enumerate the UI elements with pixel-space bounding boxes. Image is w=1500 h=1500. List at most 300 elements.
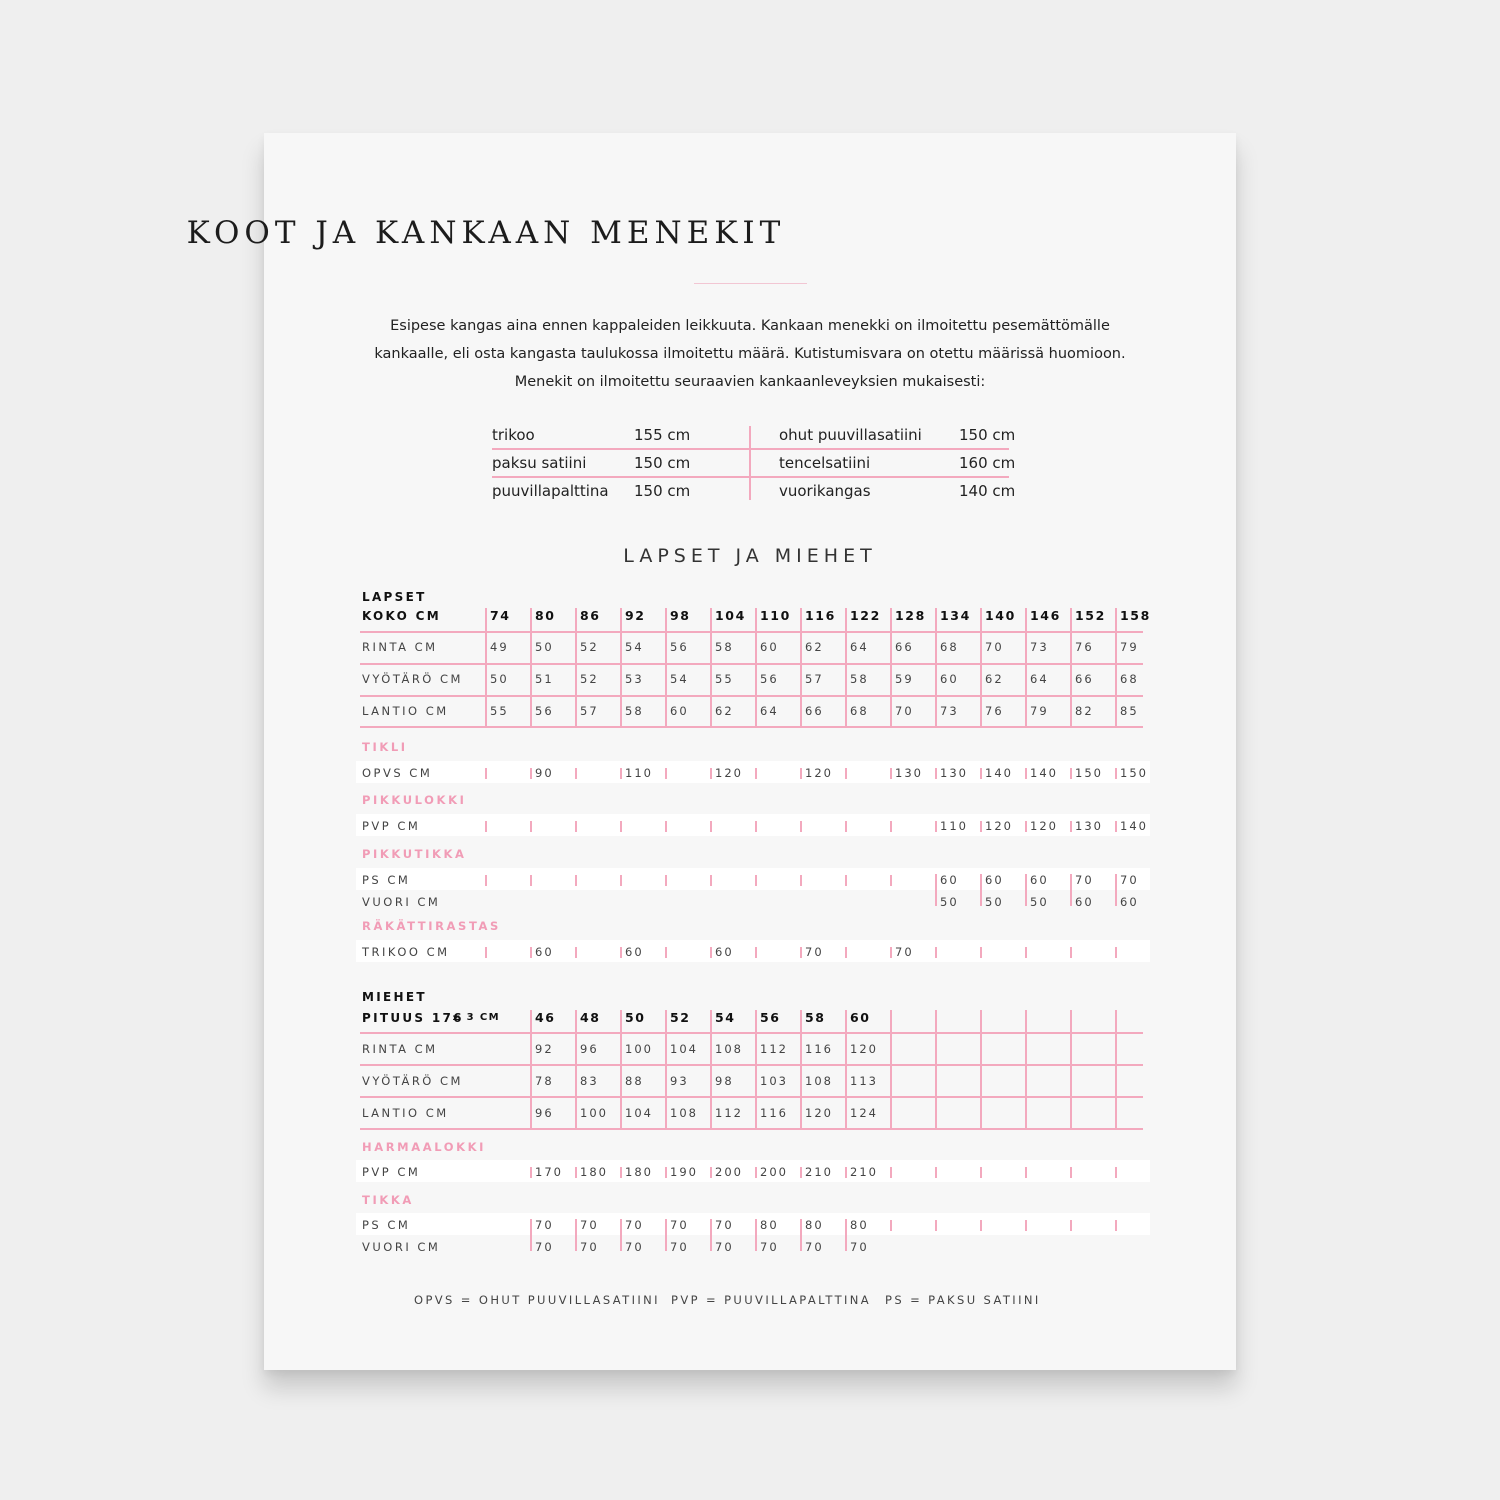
- measure-value: 92: [535, 1042, 554, 1056]
- measure-value: 60: [985, 873, 1004, 887]
- size-header-label: KOKO CM: [362, 609, 441, 623]
- grid-line: [755, 608, 757, 726]
- measure-value: 70: [895, 945, 914, 959]
- grid-tick: [665, 947, 667, 958]
- size-header: 50: [625, 1010, 646, 1025]
- grid-line: [360, 1128, 1143, 1130]
- grid-tick: [530, 1167, 532, 1178]
- grid-line: [1025, 1010, 1027, 1128]
- grid-tick: [485, 875, 487, 886]
- measure-value: 130: [1075, 819, 1103, 833]
- measure-value: 80: [760, 1218, 779, 1232]
- size-header: 98: [670, 608, 691, 623]
- measure-label: VYÖTÄRÖ CM: [362, 672, 463, 686]
- measure-value: 124: [850, 1106, 878, 1120]
- size-header: 54: [715, 1010, 736, 1025]
- grid-tick: [890, 768, 892, 779]
- measure-value: 70: [805, 1240, 824, 1254]
- grid-tick: [620, 768, 622, 779]
- grid-tick: [1070, 1167, 1072, 1178]
- grid-tick: [1025, 821, 1027, 832]
- size-header: 74: [490, 608, 511, 623]
- grid-tick: [755, 1219, 757, 1251]
- grid-tick: [845, 1219, 847, 1251]
- measure-value: 60: [1075, 895, 1094, 909]
- grid-tick: [890, 821, 892, 832]
- measure-value: 70: [580, 1218, 599, 1232]
- measure-value: 100: [580, 1106, 608, 1120]
- measure-value: 150: [1075, 766, 1103, 780]
- grid-tick: [800, 821, 802, 832]
- measure-value: 64: [760, 704, 779, 718]
- measure-value: 70: [670, 1240, 689, 1254]
- grid-tick: [620, 875, 622, 886]
- measure-value: 50: [535, 640, 554, 654]
- pattern-name: HARMAALOKKI: [362, 1140, 487, 1154]
- grid-line: [530, 608, 532, 726]
- measure-value: 96: [535, 1106, 554, 1120]
- measure-value: 53: [625, 672, 644, 686]
- grid-tick: [1070, 821, 1072, 832]
- grid-tick: [1025, 1220, 1027, 1231]
- measure-value: 85: [1120, 704, 1139, 718]
- grid-tick: [755, 1167, 757, 1178]
- measure-value: 59: [895, 672, 914, 686]
- grid-tick: [845, 875, 847, 886]
- grid-tick: [935, 821, 937, 832]
- measure-value: 70: [1120, 873, 1139, 887]
- measure-value: 120: [985, 819, 1013, 833]
- measure-value: 57: [580, 704, 599, 718]
- grid-tick: [575, 1219, 577, 1251]
- measure-value: 200: [715, 1165, 743, 1179]
- measure-value: 50: [985, 895, 1004, 909]
- measure-value: 64: [1030, 672, 1049, 686]
- grid-line: [890, 1010, 892, 1128]
- grid-tick: [890, 947, 892, 958]
- grid-line: [665, 1010, 667, 1128]
- measure-value: 70: [670, 1218, 689, 1232]
- grid-tick: [485, 768, 487, 779]
- grid-tick: [800, 875, 802, 886]
- grid-tick: [890, 875, 892, 886]
- intro-line: kankaalle, eli osta kangasta taulukossa ilmoitettu määrä. Kutistumisvara on otettu määrissä huomioon.: [374, 346, 1126, 362]
- measure-label: PVP CM: [362, 1165, 421, 1179]
- grid-tick: [935, 874, 937, 906]
- legend-item: PS = PAKSU SATIINI: [885, 1293, 1041, 1307]
- size-header: 134: [940, 608, 971, 623]
- grid-tick: [530, 1219, 532, 1251]
- grid-line: [620, 1010, 622, 1128]
- size-header-tolerance: ± 3 CM: [452, 1012, 500, 1023]
- size-header: 128: [895, 608, 926, 623]
- title-divider: [694, 283, 807, 284]
- grid-tick: [530, 875, 532, 886]
- grid-tick: [710, 1167, 712, 1178]
- grid-tick: [710, 821, 712, 832]
- grid-tick: [1070, 768, 1072, 779]
- measure-value: 56: [670, 640, 689, 654]
- measure-value: 200: [760, 1165, 788, 1179]
- measure-value: 210: [805, 1165, 833, 1179]
- grid-tick: [1115, 1220, 1117, 1231]
- measure-value: 50: [1030, 895, 1049, 909]
- measure-value: 180: [580, 1165, 608, 1179]
- table-group-label: LAPSET: [362, 590, 427, 604]
- grid-tick: [755, 875, 757, 886]
- measure-label: TRIKOO CM: [362, 945, 450, 959]
- fabric-name: vuorikangas: [779, 482, 871, 500]
- measure-value: 116: [805, 1042, 833, 1056]
- measure-value: 50: [940, 895, 959, 909]
- measure-value: 68: [940, 640, 959, 654]
- size-header: 52: [670, 1010, 691, 1025]
- measure-value: 70: [715, 1218, 734, 1232]
- grid-tick: [755, 768, 757, 779]
- measure-value: 58: [850, 672, 869, 686]
- measure-value: 98: [715, 1074, 734, 1088]
- grid-line: [485, 608, 487, 726]
- table-divider: [749, 426, 751, 500]
- row-band: [356, 940, 1150, 962]
- measure-value: 108: [805, 1074, 833, 1088]
- measure-value: 70: [850, 1240, 869, 1254]
- measure-value: 70: [580, 1240, 599, 1254]
- grid-tick: [665, 821, 667, 832]
- measure-value: 88: [625, 1074, 644, 1088]
- grid-line: [620, 608, 622, 726]
- section-title: LAPSET JA MIEHET: [623, 545, 877, 567]
- measure-value: 103: [760, 1074, 788, 1088]
- measure-value: 83: [580, 1074, 599, 1088]
- measure-value: 66: [1075, 672, 1094, 686]
- grid-line: [845, 608, 847, 726]
- measure-value: 120: [805, 1106, 833, 1120]
- measure-value: 60: [625, 945, 644, 959]
- measure-label: LANTIO CM: [362, 1106, 449, 1120]
- grid-tick: [800, 1219, 802, 1251]
- grid-tick: [980, 1167, 982, 1178]
- fabric-name: puuvillapalttina: [492, 482, 609, 500]
- grid-tick: [620, 947, 622, 958]
- size-header: 58: [805, 1010, 826, 1025]
- size-header: 92: [625, 608, 646, 623]
- grid-tick: [1115, 1167, 1117, 1178]
- measure-value: 58: [625, 704, 644, 718]
- measure-value: 112: [715, 1106, 743, 1120]
- measure-value: 140: [1030, 766, 1058, 780]
- measure-value: 108: [715, 1042, 743, 1056]
- size-header: 122: [850, 608, 881, 623]
- measure-value: 104: [625, 1106, 653, 1120]
- size-header: 46: [535, 1010, 556, 1025]
- size-header: 146: [1030, 608, 1061, 623]
- fabric-width: 150 cm: [959, 426, 1016, 444]
- grid-tick: [665, 875, 667, 886]
- measure-value: 170: [535, 1165, 563, 1179]
- grid-tick: [1115, 768, 1117, 779]
- size-header: 60: [850, 1010, 871, 1025]
- size-header: 86: [580, 608, 601, 623]
- grid-tick: [755, 947, 757, 958]
- size-header: 48: [580, 1010, 601, 1025]
- size-header: 110: [760, 608, 791, 623]
- grid-tick: [1070, 1220, 1072, 1231]
- fabric-name: trikoo: [492, 426, 535, 444]
- intro-paragraph: [360, 312, 1140, 396]
- grid-tick: [620, 1167, 622, 1178]
- measure-value: 70: [760, 1240, 779, 1254]
- fabric-width: 140 cm: [959, 482, 1016, 500]
- measure-value: 70: [535, 1240, 554, 1254]
- size-header: 158: [1120, 608, 1151, 623]
- measure-value: 66: [805, 704, 824, 718]
- measure-value: 120: [850, 1042, 878, 1056]
- measure-value: 140: [1120, 819, 1148, 833]
- intro-line: Menekit on ilmoitettu seuraavien kankaanleveyksien mukaisesti:: [514, 374, 986, 390]
- measure-label: VUORI CM: [362, 895, 441, 909]
- grid-tick: [1070, 947, 1072, 958]
- grid-tick: [485, 821, 487, 832]
- measure-value: 60: [940, 672, 959, 686]
- grid-tick: [1070, 874, 1072, 906]
- grid-line: [1070, 608, 1072, 726]
- measure-value: 62: [805, 640, 824, 654]
- grid-tick: [1115, 874, 1117, 906]
- grid-line: [530, 1010, 532, 1128]
- grid-tick: [980, 768, 982, 779]
- grid-tick: [710, 947, 712, 958]
- grid-line: [1115, 1010, 1117, 1128]
- grid-line: [800, 1010, 802, 1128]
- grid-tick: [575, 875, 577, 886]
- grid-line: [665, 608, 667, 726]
- measure-value: 60: [670, 704, 689, 718]
- grid-tick: [530, 947, 532, 958]
- measure-value: 110: [625, 766, 653, 780]
- measure-value: 120: [1030, 819, 1058, 833]
- row-band: [356, 1213, 1150, 1235]
- measure-value: 58: [715, 640, 734, 654]
- measure-value: 130: [940, 766, 968, 780]
- grid-tick: [1025, 768, 1027, 779]
- measure-value: 70: [715, 1240, 734, 1254]
- grid-tick: [935, 768, 937, 779]
- grid-tick: [845, 821, 847, 832]
- measure-value: 70: [535, 1218, 554, 1232]
- size-header: 116: [805, 608, 836, 623]
- grid-tick: [980, 874, 982, 906]
- grid-tick: [935, 1220, 937, 1231]
- measure-value: 62: [715, 704, 734, 718]
- measure-label: PVP CM: [362, 819, 421, 833]
- measure-label: RINTA CM: [362, 1042, 438, 1056]
- measure-value: 100: [625, 1042, 653, 1056]
- grid-tick: [800, 1167, 802, 1178]
- measure-value: 56: [535, 704, 554, 718]
- grid-line: [935, 1010, 937, 1128]
- grid-tick: [845, 1167, 847, 1178]
- measure-value: 70: [625, 1218, 644, 1232]
- fabric-name: ohut puuvillasatiini: [779, 426, 922, 444]
- size-header: 140: [985, 608, 1016, 623]
- pattern-name: TIKKA: [362, 1193, 414, 1207]
- grid-line: [575, 608, 577, 726]
- grid-line: [1115, 608, 1117, 726]
- grid-tick: [800, 947, 802, 958]
- grid-tick: [665, 1219, 667, 1251]
- measure-label: PS CM: [362, 873, 411, 887]
- pattern-name: PIKKUTIKKA: [362, 847, 467, 861]
- grid-line: [890, 608, 892, 726]
- measure-label: LANTIO CM: [362, 704, 449, 718]
- measure-value: 104: [670, 1042, 698, 1056]
- measure-value: 56: [760, 672, 779, 686]
- grid-tick: [1025, 874, 1027, 906]
- measure-value: 96: [580, 1042, 599, 1056]
- measure-value: 60: [1120, 895, 1139, 909]
- measure-value: 93: [670, 1074, 689, 1088]
- measure-value: 54: [670, 672, 689, 686]
- measure-value: 60: [715, 945, 734, 959]
- fabric-width: 150 cm: [634, 454, 691, 472]
- grid-tick: [530, 821, 532, 832]
- grid-line: [575, 1010, 577, 1128]
- grid-tick: [575, 947, 577, 958]
- row-band: [356, 1160, 1150, 1182]
- grid-tick: [980, 1220, 982, 1231]
- measure-value: 108: [670, 1106, 698, 1120]
- measure-label: RINTA CM: [362, 640, 438, 654]
- measure-value: 64: [850, 640, 869, 654]
- measure-label: VUORI CM: [362, 1240, 441, 1254]
- measure-value: 55: [715, 672, 734, 686]
- grid-tick: [1025, 947, 1027, 958]
- measure-value: 76: [985, 704, 1004, 718]
- measure-value: 210: [850, 1165, 878, 1179]
- grid-tick: [845, 768, 847, 779]
- grid-line: [1070, 1010, 1072, 1128]
- grid-tick: [575, 821, 577, 832]
- pattern-name: TIKLI: [362, 740, 408, 754]
- measure-value: 120: [805, 766, 833, 780]
- measure-label: PS CM: [362, 1218, 411, 1232]
- grid-tick: [890, 1220, 892, 1231]
- measure-value: 68: [850, 704, 869, 718]
- grid-tick: [980, 947, 982, 958]
- grid-tick: [665, 768, 667, 779]
- measure-value: 90: [535, 766, 554, 780]
- grid-tick: [710, 875, 712, 886]
- measure-value: 80: [805, 1218, 824, 1232]
- grid-tick: [530, 768, 532, 779]
- grid-line: [845, 1010, 847, 1128]
- measure-value: 116: [760, 1106, 788, 1120]
- size-header: 152: [1075, 608, 1106, 623]
- grid-tick: [1115, 821, 1117, 832]
- size-header: 56: [760, 1010, 781, 1025]
- measure-label: OPVS CM: [362, 766, 433, 780]
- measure-value: 60: [535, 945, 554, 959]
- measure-value: 140: [985, 766, 1013, 780]
- grid-tick: [755, 821, 757, 832]
- measure-value: 130: [895, 766, 923, 780]
- size-header: 104: [715, 608, 746, 623]
- measure-value: 78: [535, 1074, 554, 1088]
- measure-value: 70: [625, 1240, 644, 1254]
- grid-tick: [935, 947, 937, 958]
- grid-line: [1025, 608, 1027, 726]
- grid-line: [755, 1010, 757, 1128]
- grid-tick: [620, 821, 622, 832]
- measure-value: 76: [1075, 640, 1094, 654]
- measure-value: 50: [490, 672, 509, 686]
- measure-value: 80: [850, 1218, 869, 1232]
- grid-tick: [665, 1167, 667, 1178]
- grid-line: [935, 608, 937, 726]
- table-divider: [492, 476, 1009, 478]
- grid-line: [980, 1010, 982, 1128]
- grid-line: [980, 608, 982, 726]
- measure-value: 51: [535, 672, 554, 686]
- grid-tick: [935, 1167, 937, 1178]
- measure-value: 82: [1075, 704, 1094, 718]
- legend-item: OPVS = OHUT PUUVILLASATIINI: [414, 1293, 660, 1307]
- measure-value: 73: [1030, 640, 1049, 654]
- grid-line: [360, 726, 1143, 728]
- measure-value: 52: [580, 640, 599, 654]
- grid-tick: [1115, 947, 1117, 958]
- measure-value: 62: [985, 672, 1004, 686]
- fabric-width: 150 cm: [634, 482, 691, 500]
- grid-tick: [890, 1167, 892, 1178]
- measure-value: 70: [895, 704, 914, 718]
- pattern-name: RÄKÄTTIRASTAS: [362, 919, 501, 933]
- measure-value: 79: [1030, 704, 1049, 718]
- measure-value: 52: [580, 672, 599, 686]
- measure-value: 112: [760, 1042, 788, 1056]
- size-header-label: PITUUS 176: [362, 1011, 464, 1025]
- measure-value: 180: [625, 1165, 653, 1179]
- grid-tick: [485, 947, 487, 958]
- grid-tick: [1025, 1167, 1027, 1178]
- measure-value: 54: [625, 640, 644, 654]
- size-header: 80: [535, 608, 556, 623]
- pattern-name: PIKKULOKKI: [362, 793, 467, 807]
- grid-tick: [845, 947, 847, 958]
- grid-tick: [575, 1167, 577, 1178]
- fabric-width: 155 cm: [634, 426, 691, 444]
- fabric-width: 160 cm: [959, 454, 1016, 472]
- grid-tick: [710, 768, 712, 779]
- measure-value: 68: [1120, 672, 1139, 686]
- grid-line: [710, 1010, 712, 1128]
- measure-value: 120: [715, 766, 743, 780]
- measure-value: 150: [1120, 766, 1148, 780]
- measure-value: 55: [490, 704, 509, 718]
- measure-value: 60: [940, 873, 959, 887]
- intro-line: Esipese kangas aina ennen kappaleiden leikkuuta. Kankaan menekki on ilmoitettu pesemättömälle: [390, 318, 1110, 334]
- measure-value: 79: [1120, 640, 1139, 654]
- measure-value: 66: [895, 640, 914, 654]
- grid-tick: [575, 768, 577, 779]
- measure-value: 70: [805, 945, 824, 959]
- measure-value: 70: [985, 640, 1004, 654]
- measure-value: 60: [1030, 873, 1049, 887]
- table-divider: [492, 448, 1009, 450]
- table-group-label: MIEHET: [362, 990, 427, 1004]
- grid-tick: [710, 1219, 712, 1251]
